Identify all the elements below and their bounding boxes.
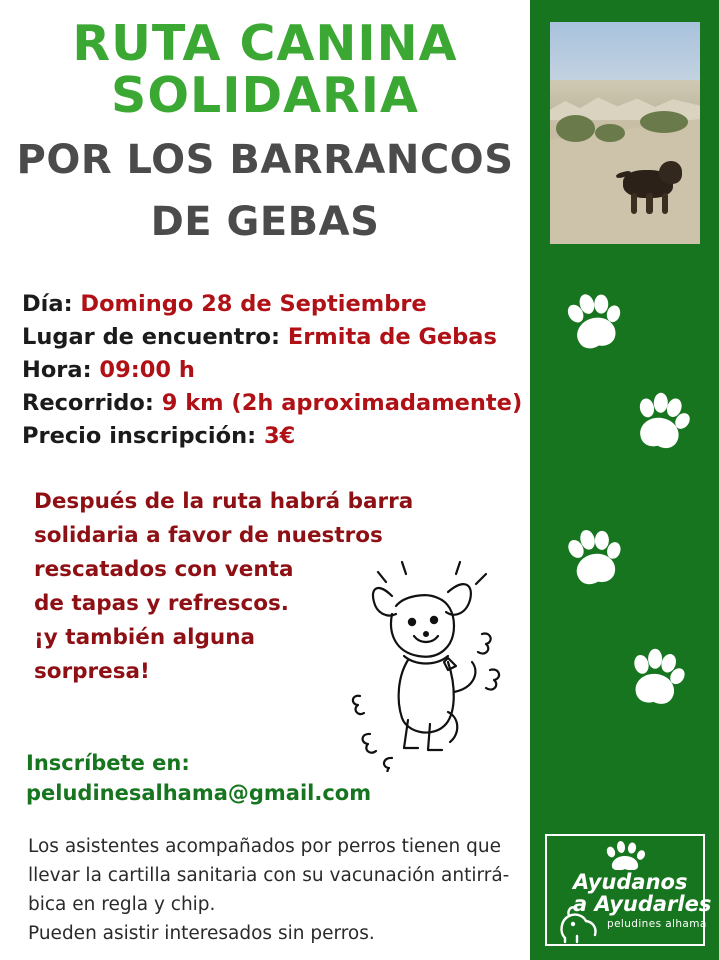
detail-value: Domingo 28 de Septiembre bbox=[80, 291, 427, 317]
photo-dog-leg bbox=[646, 193, 652, 214]
highlight-line: de tapas y refrescos. bbox=[34, 591, 289, 616]
photo-bush bbox=[595, 124, 625, 142]
detail-value: 9 km (2h aproximadamente) bbox=[161, 390, 523, 416]
paw-print-icon bbox=[557, 286, 631, 360]
paw-print-icon bbox=[558, 523, 630, 595]
signup-block bbox=[26, 748, 506, 808]
detail-row bbox=[22, 321, 522, 354]
highlight-line: solidaria a favor de nuestros bbox=[34, 523, 383, 548]
poster-title-line2: SOLIDARIA bbox=[111, 67, 419, 124]
fineprint-line: bica en regla y chip. bbox=[28, 894, 216, 915]
detail-label: Precio inscripción: bbox=[22, 423, 257, 449]
logo-line2: a Ayudarles bbox=[573, 892, 712, 916]
photo-bush bbox=[640, 111, 688, 133]
dog-sketch-illustration bbox=[330, 552, 520, 772]
paw-print-icon bbox=[622, 645, 690, 713]
detail-row bbox=[22, 387, 522, 420]
organization-logo bbox=[545, 834, 712, 946]
fineprint-line: Los asistentes acompañados por perros tienen que bbox=[28, 836, 501, 857]
photo-dog-leg bbox=[631, 193, 637, 214]
trail-dog-photo bbox=[550, 22, 700, 244]
paw-print-icon bbox=[626, 388, 696, 458]
detail-label: Hora: bbox=[22, 357, 92, 383]
detail-label: Lugar de encuentro: bbox=[22, 324, 280, 350]
detail-value: 3€ bbox=[263, 423, 296, 449]
highlight-line: sorpresa! bbox=[34, 659, 150, 684]
event-details bbox=[22, 288, 522, 453]
signup-email[interactable]: peludinesalhama@gmail.com bbox=[26, 781, 372, 805]
detail-label: Día: bbox=[22, 291, 73, 317]
photo-bush bbox=[556, 115, 595, 142]
photo-dog-head bbox=[659, 161, 682, 184]
poster-subtitle-line1: POR LOS BARRANCOS bbox=[16, 137, 514, 183]
detail-row bbox=[22, 420, 522, 453]
fineprint-line: llevar la cartilla sanitaria con su vacunación antirrá- bbox=[28, 865, 510, 886]
detail-row bbox=[22, 288, 522, 321]
highlight-line: rescatados con venta bbox=[34, 557, 294, 582]
logo-line1: Ayudanos bbox=[573, 870, 688, 894]
poster-title-line1: RUTA CANINA bbox=[72, 15, 458, 72]
poster-subtitle-line2: DE GEBAS bbox=[150, 199, 380, 245]
detail-value: 09:00 h bbox=[99, 357, 195, 383]
signup-label: Inscríbete en: bbox=[26, 751, 190, 775]
detail-label: Recorrido: bbox=[22, 390, 154, 416]
fineprint-line: Pueden asistir interesados sin perros. bbox=[28, 923, 375, 944]
logo-paw-icon bbox=[603, 840, 649, 870]
photo-dog-leg bbox=[662, 193, 668, 214]
logo-line3: peludines alhama bbox=[607, 918, 707, 930]
fineprint-block bbox=[28, 832, 523, 948]
detail-value: Ermita de Gebas bbox=[287, 324, 497, 350]
poster-title-block bbox=[0, 15, 530, 246]
highlight-line: ¡y también alguna bbox=[34, 625, 256, 650]
photo-dog bbox=[616, 160, 685, 218]
highlight-line: Después de la ruta habrá barra bbox=[34, 489, 414, 514]
detail-row bbox=[22, 354, 522, 387]
